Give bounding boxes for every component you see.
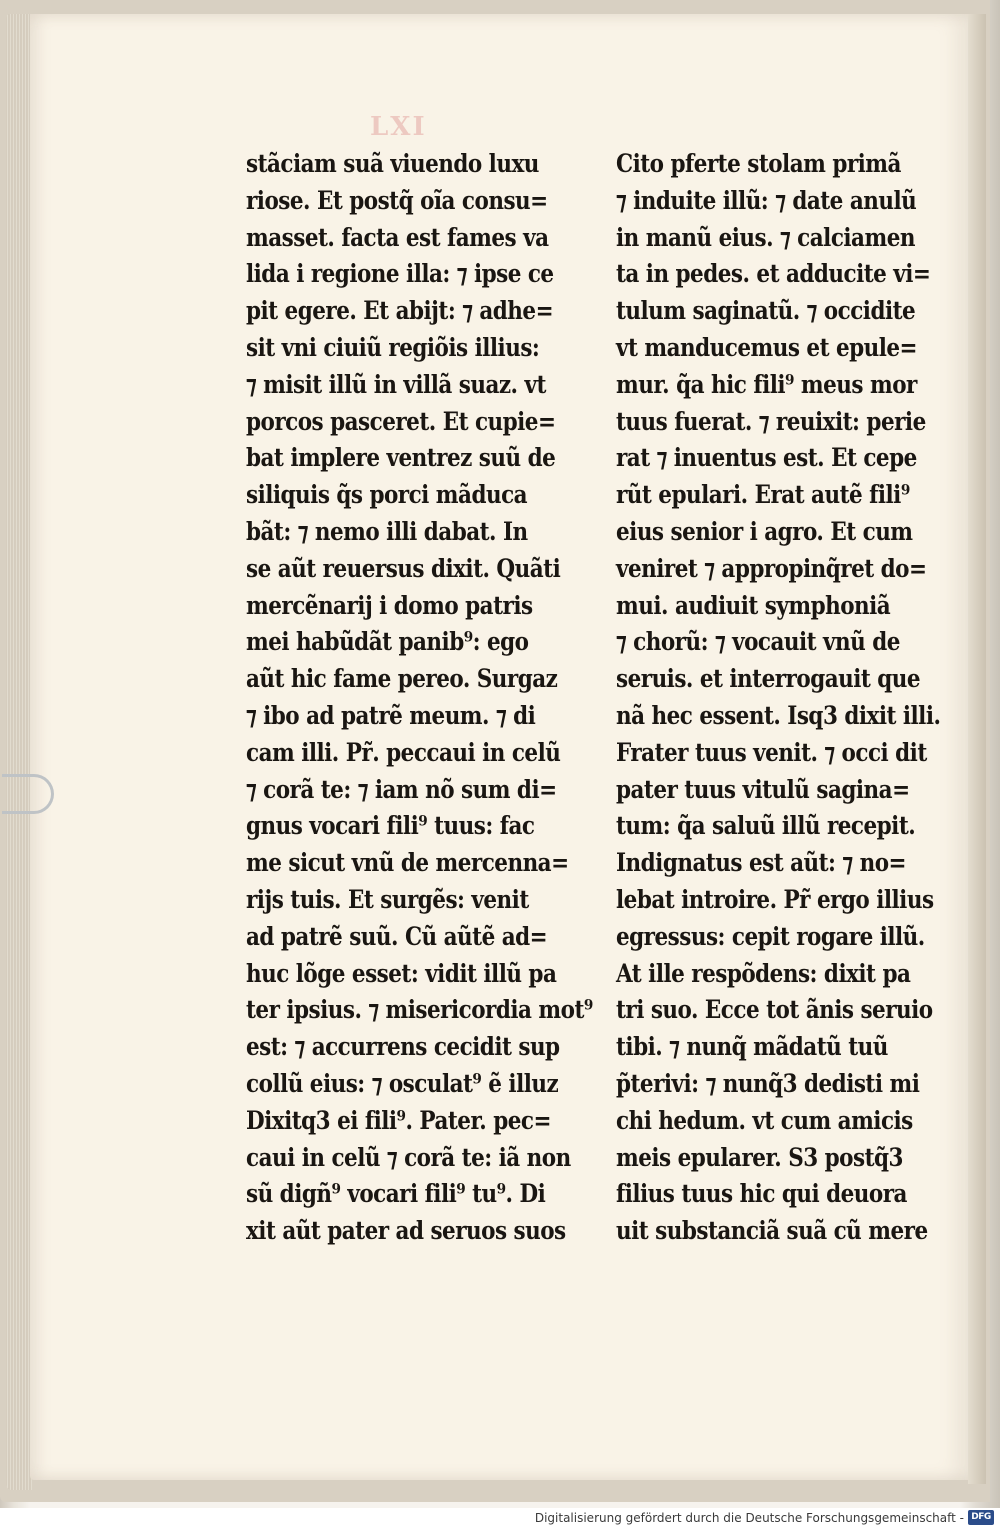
text-line: tibi. ⁊ nunq̃ mãdatũ tuũ: [616, 1032, 888, 1062]
text-line: porcos pasceret. Et cupie=: [246, 406, 556, 436]
page-edges: [6, 14, 32, 1490]
text-line: siliquis q̃s porci mãduca: [246, 480, 528, 510]
text-line: mui. audiuit symphoniã: [616, 590, 891, 620]
text-line: Cito pferte stolam primã: [616, 149, 901, 178]
text-line: egressus: cepit rogare illũ.: [616, 921, 925, 951]
text-line: filius tuus hic qui deuora: [616, 1179, 907, 1209]
text-line: riose. Et postq̃ oĩa consu=: [246, 185, 548, 215]
text-line: stãciam suã viuendo luxu: [246, 149, 539, 178]
folio-mark: LXI: [370, 112, 427, 142]
text-line: ter ipsius. ⁊ misericordia mot⁹: [246, 995, 593, 1025]
binding-clip: [2, 774, 54, 814]
text-line: rijs tuis. Et surgẽs: venit: [246, 884, 529, 914]
text-line: pit egere. Et abijt: ⁊ adhe=: [246, 296, 554, 326]
text-line: in manũ eius. ⁊ calciamen: [616, 222, 915, 252]
text-line: eius senior i agro. Et cum: [616, 516, 913, 546]
left-text-column: [246, 146, 593, 1250]
text-line: veniret ⁊ appropinq̃ret do=: [616, 553, 927, 583]
text-line: ⁊ misit illũ in villã suaz. vt: [246, 369, 546, 399]
text-line: uit substanciã suã cũ mere: [616, 1216, 928, 1246]
dfg-logo: DFG: [968, 1510, 994, 1525]
text-line: se aũt reuersus dixit. Quãti: [246, 553, 561, 583]
text-line: bãt: ⁊ nemo illi dabat. In: [246, 516, 528, 546]
text-line: mercẽnarij i domo patris: [246, 590, 533, 620]
text-line: seruis. et interrogauit que: [616, 664, 921, 694]
next-page-edge: [968, 14, 986, 1484]
text-line: vt manducemus et epule=: [616, 332, 918, 362]
text-line: lida i regione illa: ⁊ ipse ce: [246, 259, 554, 289]
text-line: tum: q̃a saluũ illũ recepit.: [616, 811, 916, 841]
text-line: tri suo. Ecce tot ãnis seruio: [616, 995, 933, 1025]
text-line: At ille respõdens: dixit pa: [616, 958, 911, 988]
text-line: ta in pedes. et adducite vi=: [616, 259, 931, 289]
text-line: collũ eius: ⁊ osculat⁹ ẽ illuz: [246, 1068, 559, 1098]
text-line: masset. facta est fames va: [246, 222, 549, 252]
text-line: tuus fuerat. ⁊ reuixit: perie: [616, 406, 926, 436]
text-line: rat ⁊ inuentus est. Et cepe: [616, 443, 917, 473]
text-line: ⁊ corã te: ⁊ iam nõ sum di=: [246, 774, 557, 804]
text-line: lebat introire. Pr̃ ergo illius: [616, 884, 934, 914]
text-line: sũ digñ⁹ vocari fili⁹ tu⁹. Di: [246, 1179, 546, 1209]
text-line: Dixitq3 ei fili⁹. Pater. pec=: [246, 1105, 551, 1135]
text-line: tulum saginatũ. ⁊ occidite: [616, 296, 916, 326]
text-line: ad patrẽ suũ. Cũ aũtẽ ad=: [246, 921, 548, 951]
text-line: Frater tuus venit. ⁊ occi dit: [616, 737, 927, 767]
text-line: meis epularer. S3 postq̃3: [616, 1142, 903, 1172]
text-line: me sicut vnũ de mercenna=: [246, 848, 569, 878]
text-line: aũt hic fame pereo. Surgaz: [246, 664, 558, 694]
text-line: caui in celũ ⁊ corã te: iã non: [246, 1142, 571, 1172]
text-line: bat implere ventrez suũ de: [246, 443, 556, 473]
text-line: ⁊ chorũ: ⁊ vocauit vnũ de: [616, 627, 900, 657]
text-line: ⁊ ibo ad patrẽ meum. ⁊ di: [246, 700, 536, 730]
text-line: Indignatus est aũt: ⁊ no=: [616, 848, 907, 878]
text-line: rũt epulari. Erat autẽ fili⁹: [616, 480, 910, 510]
text-line: ⁊ induite illũ: ⁊ date anulũ: [616, 185, 917, 215]
text-line: huc lõge esset: vidit illũ pa: [246, 958, 557, 988]
text-line: xit aũt pater ad seruos suos: [246, 1216, 566, 1246]
text-line: est: ⁊ accurrens cecidit sup: [246, 1032, 560, 1062]
text-line: mei habũdãt panib⁹: ego: [246, 627, 529, 657]
text-line: sit vni ciuiũ regiõis illius:: [246, 332, 540, 362]
text-line: pater tuus vitulũ sagina=: [616, 774, 910, 804]
text-line: mur. q̃a hic fili⁹ meus mor: [616, 369, 917, 399]
text-line: cam illi. Pr̃. peccaui in celũ: [246, 737, 561, 767]
digitization-credit: Digitalisierung gefördert durch die Deutsche Forschungsgemeinschaft -: [534, 1511, 964, 1525]
text-line: gnus vocari fili⁹ tuus: fac: [246, 811, 535, 841]
text-line: p̃terivi: ⁊ nunq̃3 dedisti mi: [616, 1068, 920, 1098]
right-text-column: [616, 146, 941, 1250]
text-line: chi hedum. vt cum amicis: [616, 1105, 913, 1135]
text-line: nã hec essent. Isq3 dixit illi.: [616, 700, 941, 730]
